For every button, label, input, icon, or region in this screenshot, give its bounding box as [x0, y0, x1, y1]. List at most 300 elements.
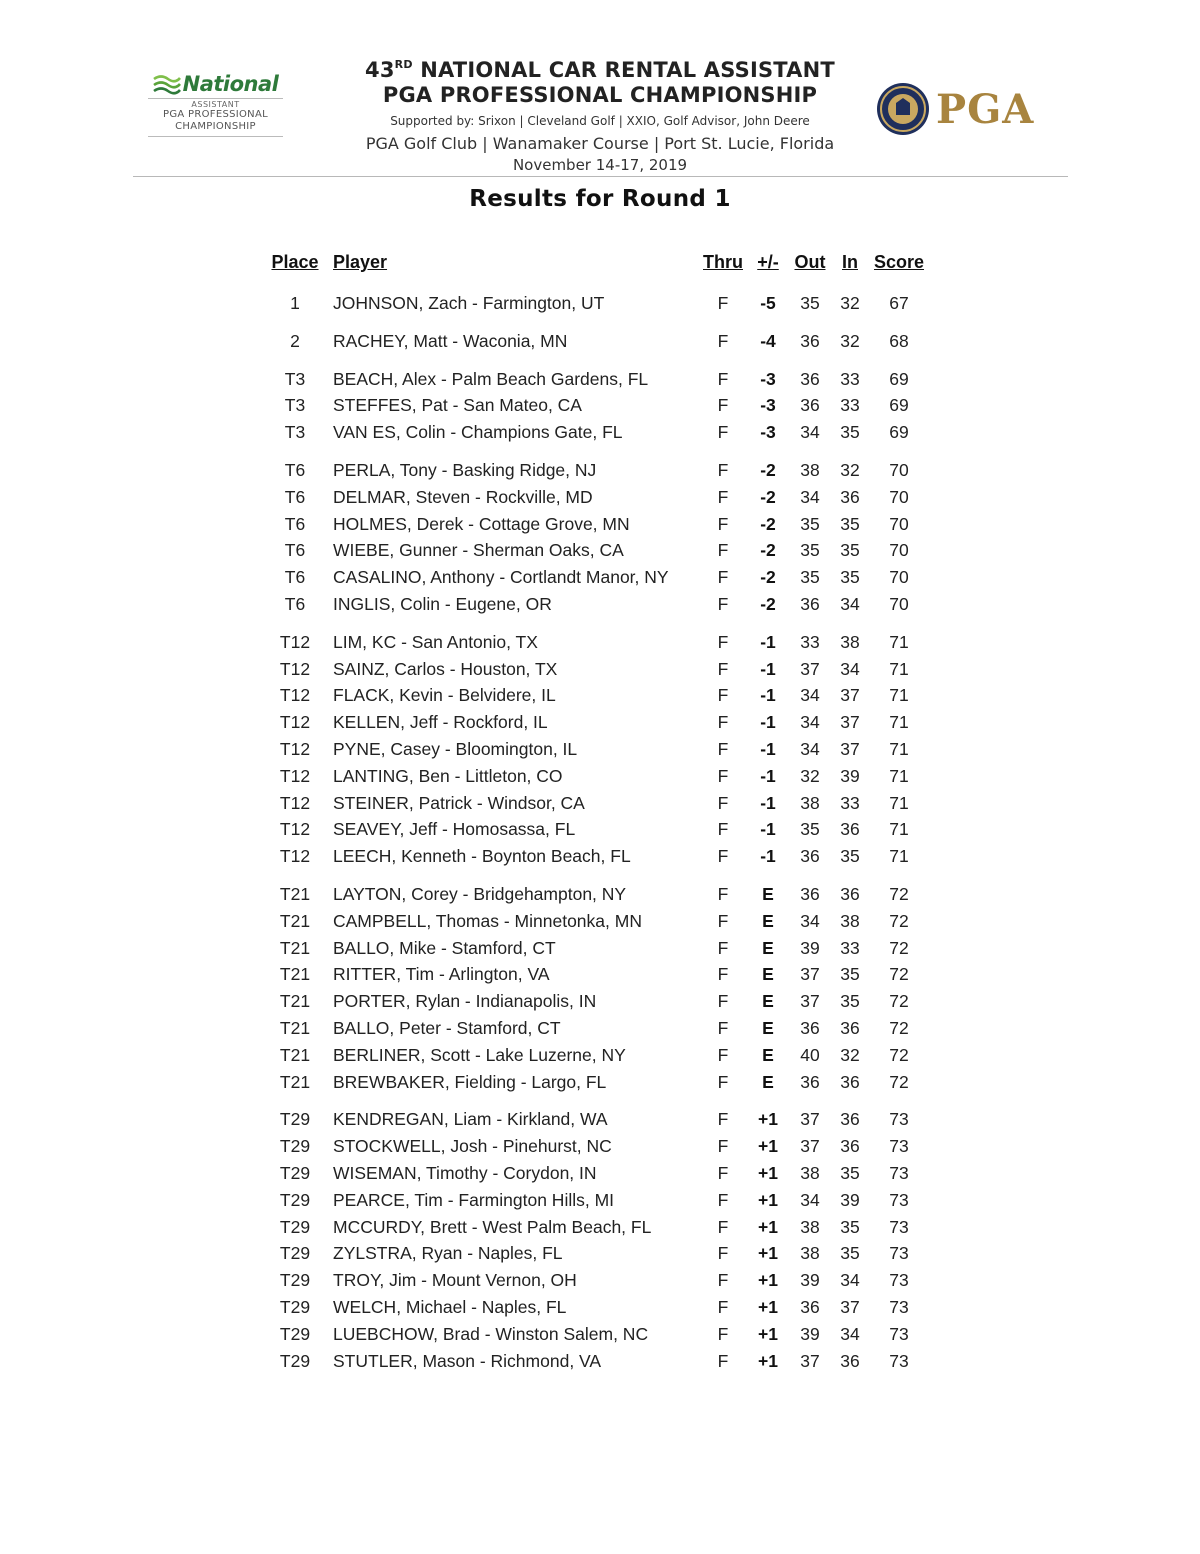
cell-player: VAN ES, Colin - Champions Gate, FL: [333, 422, 623, 443]
event-title-block: [300, 52, 900, 175]
cell-in: 34: [840, 1270, 860, 1291]
cell-plus-minus: -1: [760, 685, 776, 706]
cell-in: 33: [840, 937, 860, 958]
cell-out: 37: [800, 1109, 820, 1130]
table-row: [0, 512, 1200, 536]
cell-out: 37: [800, 991, 820, 1012]
cell-score: 73: [889, 1323, 909, 1344]
cell-out: 37: [800, 964, 820, 985]
table-row: [0, 592, 1200, 616]
cell-place: T12: [279, 685, 311, 706]
cell-score: 73: [889, 1297, 909, 1317]
cell-out: 38: [800, 792, 820, 813]
cell-place: T6: [284, 594, 306, 614]
national-name: National: [182, 72, 279, 96]
national-assistant-logo: [148, 72, 283, 137]
cell-place: T29: [279, 1297, 311, 1317]
cell-thru: F: [717, 395, 729, 416]
cell-plus-minus: +1: [758, 1350, 778, 1371]
cell-score: 71: [889, 685, 909, 706]
cell-in: 33: [840, 792, 860, 813]
cell-out: 36: [800, 594, 820, 614]
cell-thru: F: [717, 1323, 729, 1344]
cell-score: 70: [889, 513, 909, 534]
table-row: [0, 737, 1200, 761]
table-row: [0, 630, 1200, 654]
table-row: [0, 420, 1200, 444]
cell-out: 39: [800, 1270, 820, 1291]
cell-score: 71: [889, 712, 909, 733]
cell-plus-minus: -5: [760, 293, 776, 313]
cell-plus-minus: -2: [760, 460, 776, 480]
cell-out: 34: [800, 422, 820, 443]
cell-score: 71: [889, 846, 909, 867]
cell-place: T29: [279, 1323, 311, 1344]
cell-out: 38: [800, 1243, 820, 1264]
cell-player: MCCURDY, Brett - West Palm Beach, FL: [333, 1216, 652, 1237]
cell-plus-minus: -3: [760, 395, 776, 416]
cell-score: 70: [889, 567, 909, 588]
cell-player: ZYLSTRA, Ryan - Naples, FL: [333, 1243, 563, 1264]
cell-player: DELMAR, Steven - Rockville, MD: [333, 486, 593, 507]
cell-in: 32: [840, 330, 860, 351]
cell-in: 36: [840, 1071, 860, 1092]
cell-thru: F: [717, 712, 729, 733]
cell-out: 36: [800, 368, 820, 389]
table-row: [0, 1161, 1200, 1185]
cell-place: T12: [279, 739, 311, 759]
table-row: [0, 989, 1200, 1013]
cell-thru: F: [717, 368, 729, 389]
cell-place: T29: [279, 1163, 311, 1183]
cell-score: 73: [889, 1270, 909, 1291]
cell-in: 33: [840, 395, 860, 416]
table-row: [0, 1295, 1200, 1319]
cell-score: 69: [889, 368, 909, 389]
cell-in: 36: [840, 1350, 860, 1371]
cell-plus-minus: E: [762, 937, 774, 958]
column-header-thru: Thru: [703, 252, 743, 272]
cell-in: 35: [840, 1216, 860, 1237]
cell-in: 39: [840, 765, 860, 786]
cell-in: 36: [840, 819, 860, 840]
cell-in: 34: [840, 1323, 860, 1344]
cell-player: SAINZ, Carlos - Houston, TX: [333, 658, 558, 679]
cell-place: T6: [284, 513, 306, 534]
table-row: [0, 329, 1200, 353]
cell-place: T29: [279, 1270, 311, 1291]
cell-thru: F: [717, 765, 729, 786]
cell-thru: F: [717, 1163, 729, 1183]
cell-in: 33: [840, 368, 860, 389]
cell-place: T29: [279, 1109, 311, 1130]
cell-plus-minus: +1: [758, 1189, 778, 1210]
cell-thru: F: [717, 910, 729, 931]
cell-thru: F: [717, 1044, 729, 1065]
cell-in: 34: [840, 658, 860, 679]
cell-player: CAMPBELL, Thomas - Minnetonka, MN: [333, 910, 642, 931]
national-swoosh-icon: [153, 73, 181, 95]
cell-in: 32: [840, 460, 860, 480]
cell-out: 36: [800, 1018, 820, 1038]
cell-plus-minus: E: [762, 964, 774, 985]
column-header-place: Place: [271, 252, 319, 272]
pga-wordmark: PGA: [936, 85, 1035, 133]
national-logo-rule: [148, 136, 283, 137]
table-row: [0, 291, 1200, 315]
cell-thru: F: [717, 540, 729, 561]
cell-in: 36: [840, 1109, 860, 1130]
cell-player: BEACH, Alex - Palm Beach Gardens, FL: [333, 368, 649, 389]
cell-out: 35: [800, 819, 820, 840]
cell-out: 35: [800, 540, 820, 561]
cell-score: 70: [889, 486, 909, 507]
cell-plus-minus: +1: [758, 1243, 778, 1264]
event-edition-ordinal: RD: [394, 58, 413, 71]
event-dates: November 14-17, 2019: [512, 156, 688, 174]
cell-player: TROY, Jim - Mount Vernon, OH: [333, 1270, 577, 1291]
table-row: [0, 710, 1200, 734]
cell-out: 36: [800, 884, 820, 904]
cell-place: T12: [279, 792, 311, 813]
table-row: [0, 1043, 1200, 1067]
cell-out: 35: [800, 513, 820, 534]
cell-plus-minus: E: [762, 991, 774, 1012]
cell-in: 38: [840, 631, 860, 652]
national-wordmark: [148, 72, 283, 96]
cell-in: 35: [840, 1243, 860, 1264]
table-row: [0, 683, 1200, 707]
cell-in: 35: [840, 422, 860, 443]
cell-score: 70: [889, 594, 909, 614]
table-row: [0, 1322, 1200, 1346]
cell-player: PORTER, Rylan - Indianapolis, IN: [333, 991, 597, 1012]
cell-thru: F: [717, 1018, 729, 1038]
cell-player: SEAVEY, Jeff - Homosassa, FL: [333, 819, 576, 840]
cell-thru: F: [717, 964, 729, 985]
cell-player: JOHNSON, Zach - Farmington, UT: [333, 293, 605, 313]
cell-score: 72: [889, 1044, 909, 1065]
cell-score: 73: [889, 1136, 909, 1157]
cell-score: 71: [889, 819, 909, 840]
cell-plus-minus: E: [762, 910, 774, 931]
cell-thru: F: [717, 884, 729, 904]
cell-place: T3: [284, 368, 306, 389]
cell-thru: F: [717, 1350, 729, 1371]
table-row: [0, 1188, 1200, 1212]
cell-score: 71: [889, 739, 909, 759]
column-header-player: Player: [333, 252, 388, 272]
cell-in: 35: [840, 1163, 860, 1183]
cell-plus-minus: +1: [758, 1136, 778, 1157]
cell-in: 37: [840, 739, 860, 759]
cell-score: 67: [889, 293, 909, 313]
cell-player: FLACK, Kevin - Belvidere, IL: [333, 685, 556, 706]
cell-out: 37: [800, 1350, 820, 1371]
cell-player: LANTING, Ben - Littleton, CO: [333, 765, 563, 786]
cell-place: T21: [279, 1044, 311, 1065]
cell-out: 37: [800, 658, 820, 679]
cell-score: 69: [889, 395, 909, 416]
cell-score: 72: [889, 1018, 909, 1038]
cell-plus-minus: -2: [760, 594, 776, 614]
cell-plus-minus: -2: [760, 486, 776, 507]
cell-in: 36: [840, 884, 860, 904]
cell-thru: F: [717, 991, 729, 1012]
table-row: [0, 909, 1200, 933]
cell-place: T21: [279, 964, 311, 985]
cell-thru: F: [717, 846, 729, 867]
cell-place: T21: [279, 910, 311, 931]
cell-in: 35: [840, 567, 860, 588]
cell-score: 72: [889, 1071, 909, 1092]
table-row: [0, 844, 1200, 868]
cell-in: 35: [840, 846, 860, 867]
cell-out: 37: [800, 1136, 820, 1157]
cell-place: T21: [279, 1018, 311, 1038]
cell-in: 37: [840, 712, 860, 733]
cell-plus-minus: E: [762, 1071, 774, 1092]
cell-thru: F: [717, 1270, 729, 1291]
cell-plus-minus: +1: [758, 1270, 778, 1291]
cell-in: 38: [840, 910, 860, 931]
cell-player: STOCKWELL, Josh - Pinehurst, NC: [333, 1136, 612, 1157]
table-row: [0, 817, 1200, 841]
cell-thru: F: [717, 1071, 729, 1092]
cell-plus-minus: +1: [758, 1297, 778, 1317]
table-row: [0, 1107, 1200, 1131]
event-title-line2: PGA PROFESSIONAL CHAMPIONSHIP: [382, 83, 818, 107]
cell-place: T12: [279, 819, 311, 840]
cell-plus-minus: +1: [758, 1163, 778, 1183]
results-title: Results for Round 1: [469, 186, 731, 212]
cell-place: T6: [284, 567, 306, 588]
table-row: [0, 1268, 1200, 1292]
cell-out: 34: [800, 1189, 820, 1210]
cell-plus-minus: -1: [760, 712, 776, 733]
cell-out: 33: [800, 631, 820, 652]
cell-place: T29: [279, 1350, 311, 1371]
table-row: [0, 1241, 1200, 1265]
cell-in: 36: [840, 1136, 860, 1157]
cell-out: 34: [800, 739, 820, 759]
cell-place: T12: [279, 658, 311, 679]
cell-player: HOLMES, Derek - Cottage Grove, MN: [333, 513, 630, 534]
cell-out: 35: [800, 567, 820, 588]
cell-score: 68: [889, 330, 909, 351]
cell-out: 40: [800, 1044, 820, 1065]
cell-plus-minus: -1: [760, 792, 776, 813]
cell-in: 37: [840, 1297, 860, 1317]
cell-out: 34: [800, 486, 820, 507]
cell-in: 35: [840, 540, 860, 561]
cell-in: 36: [840, 486, 860, 507]
cell-thru: F: [717, 1109, 729, 1130]
cell-player: LEECH, Kenneth - Boynton Beach, FL: [333, 846, 631, 867]
cell-out: 34: [800, 910, 820, 931]
cell-plus-minus: -3: [760, 422, 776, 443]
cell-place: T6: [284, 460, 306, 480]
cell-player: KELLEN, Jeff - Rockford, IL: [333, 712, 548, 733]
cell-score: 73: [889, 1216, 909, 1237]
table-row: [0, 791, 1200, 815]
table-row: [0, 393, 1200, 417]
national-sub-championship: CHAMPIONSHIP: [175, 121, 256, 132]
cell-out: 38: [800, 1163, 820, 1183]
cell-player: LUEBCHOW, Brad - Winston Salem, NC: [333, 1323, 649, 1344]
cell-plus-minus: E: [762, 1044, 774, 1065]
cell-score: 70: [889, 540, 909, 561]
table-row: [0, 1070, 1200, 1094]
cell-plus-minus: -1: [760, 819, 776, 840]
cell-player: RACHEY, Matt - Waconia, MN: [333, 330, 568, 351]
event-title-line1: [300, 52, 900, 83]
cell-score: 71: [889, 792, 909, 813]
cell-in: 36: [840, 1018, 860, 1038]
cell-thru: F: [717, 567, 729, 588]
cell-thru: F: [717, 422, 729, 443]
cell-plus-minus: +1: [758, 1216, 778, 1237]
table-row: [0, 882, 1200, 906]
cell-in: 32: [840, 1044, 860, 1065]
cell-score: 72: [889, 937, 909, 958]
table-row: [0, 936, 1200, 960]
table-row: [0, 538, 1200, 562]
cell-plus-minus: E: [762, 1018, 774, 1038]
cell-score: 72: [889, 884, 909, 904]
event-edition-number: 43: [365, 58, 395, 82]
table-row: [0, 1134, 1200, 1158]
table-row: [0, 485, 1200, 509]
cell-in: 37: [840, 685, 860, 706]
cell-thru: F: [717, 1297, 729, 1317]
cell-out: 36: [800, 1297, 820, 1317]
cell-player: STEINER, Patrick - Windsor, CA: [333, 792, 585, 813]
cell-in: 39: [840, 1189, 860, 1210]
cell-score: 70: [889, 460, 909, 480]
cell-place: T12: [279, 712, 311, 733]
cell-player: RITTER, Tim - Arlington, VA: [333, 964, 550, 985]
cell-place: T29: [279, 1189, 311, 1210]
cell-place: T3: [284, 422, 306, 443]
cell-score: 72: [889, 964, 909, 985]
cell-place: T6: [284, 486, 306, 507]
cell-out: 32: [800, 765, 820, 786]
venue-line: PGA Golf Club | Wanamaker Course | Port St. Lucie, Florida: [365, 134, 835, 153]
cell-out: 38: [800, 460, 820, 480]
cell-score: 72: [889, 910, 909, 931]
document-header: [0, 0, 1200, 180]
cell-plus-minus: +1: [758, 1109, 778, 1130]
cell-thru: F: [717, 1136, 729, 1157]
cell-thru: F: [717, 937, 729, 958]
cell-out: 39: [800, 1323, 820, 1344]
cell-player: PYNE, Casey - Bloomington, IL: [333, 739, 578, 759]
pga-logo: [876, 82, 1034, 136]
table-row: [0, 657, 1200, 681]
cell-out: 34: [800, 685, 820, 706]
cell-score: 71: [889, 765, 909, 786]
cell-plus-minus: -1: [760, 739, 776, 759]
cell-player: STEFFES, Pat - San Mateo, CA: [333, 395, 582, 416]
cell-out: 36: [800, 395, 820, 416]
cell-thru: F: [717, 486, 729, 507]
cell-plus-minus: -1: [760, 765, 776, 786]
cell-plus-minus: -1: [760, 631, 776, 652]
cell-score: 69: [889, 422, 909, 443]
cell-score: 71: [889, 631, 909, 652]
cell-place: T6: [284, 540, 306, 561]
cell-out: 39: [800, 937, 820, 958]
cell-score: 71: [889, 658, 909, 679]
cell-place: T29: [279, 1216, 311, 1237]
column-header-score: Score: [873, 252, 925, 272]
cell-player: WISEMAN, Timothy - Corydon, IN: [333, 1163, 597, 1183]
column-header-in: In: [842, 252, 858, 272]
cell-score: 73: [889, 1109, 909, 1130]
cell-player: PERLA, Tony - Basking Ridge, NJ: [333, 460, 597, 480]
cell-score: 72: [889, 991, 909, 1012]
cell-thru: F: [717, 330, 729, 351]
cell-player: WELCH, Michael - Naples, FL: [333, 1297, 567, 1317]
cell-place: T21: [279, 991, 311, 1012]
pga-seal-icon: [876, 82, 930, 136]
cell-score: 73: [889, 1163, 909, 1183]
cell-plus-minus: -4: [760, 330, 776, 351]
cell-thru: F: [717, 594, 729, 614]
cell-score: 73: [889, 1189, 909, 1210]
cell-thru: F: [717, 792, 729, 813]
cell-thru: F: [717, 819, 729, 840]
cell-out: 36: [800, 846, 820, 867]
cell-thru: F: [717, 1216, 729, 1237]
cell-in: 34: [840, 594, 860, 614]
cell-in: 32: [840, 293, 860, 313]
cell-place: T21: [279, 884, 311, 904]
cell-player: BALLO, Peter - Stamford, CT: [333, 1018, 561, 1038]
header-divider: [133, 176, 1068, 177]
cell-in: 35: [840, 964, 860, 985]
cell-plus-minus: -3: [760, 368, 776, 389]
cell-place: T21: [279, 937, 311, 958]
column-header-plus-minus: +/-: [757, 252, 779, 272]
cell-player: INGLIS, Colin - Eugene, OR: [333, 594, 552, 614]
cell-place: T29: [279, 1136, 311, 1157]
cell-plus-minus: -1: [760, 658, 776, 679]
cell-plus-minus: -2: [760, 513, 776, 534]
cell-out: 36: [800, 1071, 820, 1092]
cell-player: WIEBE, Gunner - Sherman Oaks, CA: [333, 540, 624, 561]
cell-thru: F: [717, 685, 729, 706]
cell-player: LIM, KC - San Antonio, TX: [333, 631, 538, 652]
table-row: [0, 1349, 1200, 1373]
cell-player: LAYTON, Corey - Bridgehampton, NY: [333, 884, 627, 904]
event-title-text: NATIONAL CAR RENTAL ASSISTANT: [420, 58, 835, 82]
cell-thru: F: [717, 658, 729, 679]
cell-place: T21: [279, 1071, 311, 1092]
cell-player: KENDREGAN, Liam - Kirkland, WA: [333, 1109, 608, 1130]
cell-score: 73: [889, 1350, 909, 1371]
table-row: [0, 764, 1200, 788]
table-row: [0, 565, 1200, 589]
national-sub-pga-professional: PGA PROFESSIONAL: [163, 109, 268, 120]
cell-thru: F: [717, 460, 729, 480]
cell-player: BERLINER, Scott - Lake Luzerne, NY: [333, 1044, 626, 1065]
cell-out: 36: [800, 330, 820, 351]
cell-thru: F: [717, 513, 729, 534]
cell-player: STUTLER, Mason - Richmond, VA: [333, 1350, 602, 1371]
cell-thru: F: [717, 1243, 729, 1264]
